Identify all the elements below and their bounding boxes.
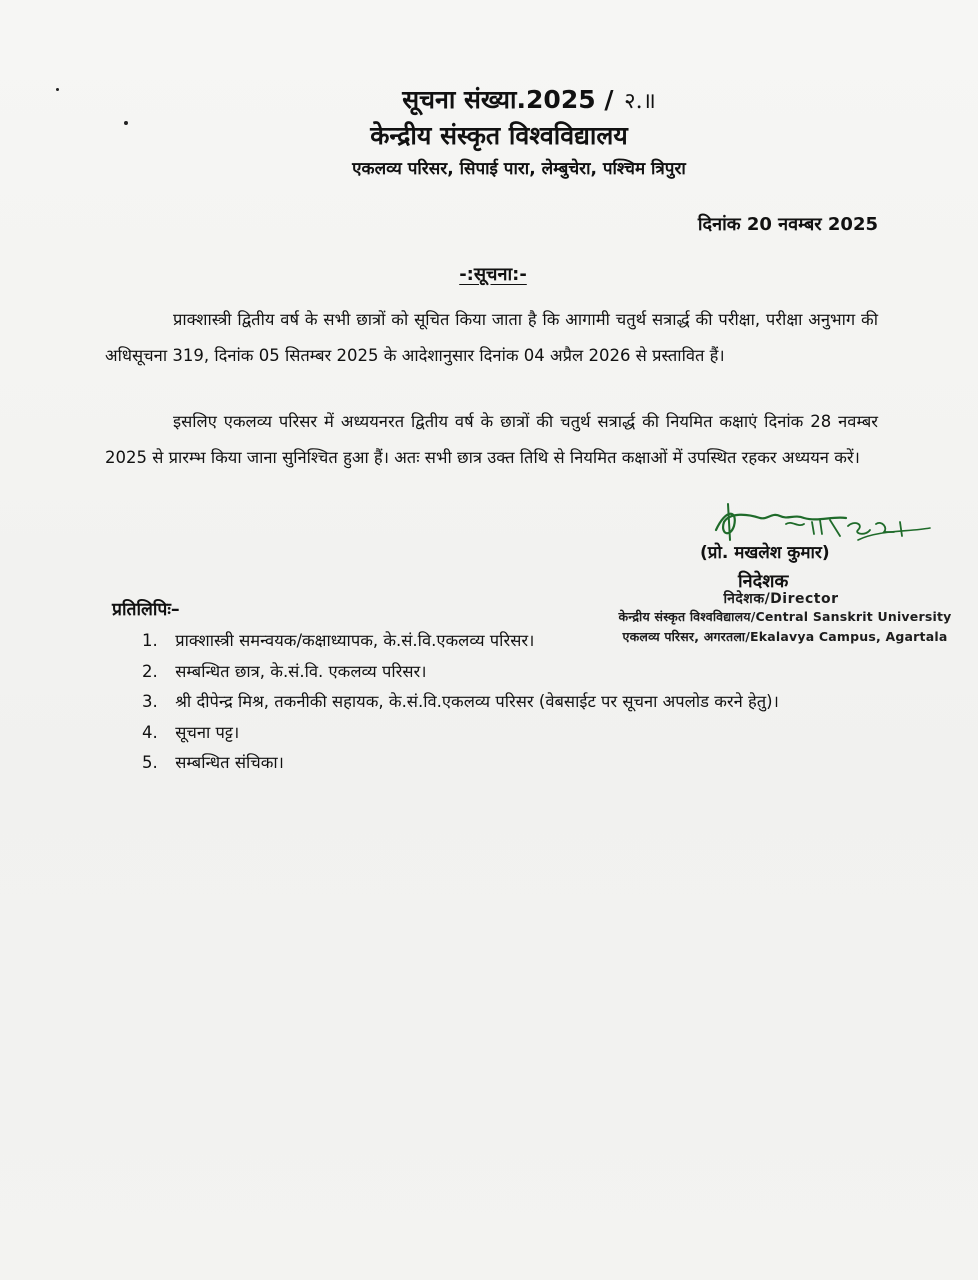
notice-number-handwritten: २.॥ bbox=[624, 89, 656, 114]
copy-to-list bbox=[142, 626, 779, 779]
copy-to-item-number: 5. bbox=[142, 753, 158, 772]
copy-to-item-number: 3. bbox=[142, 692, 158, 711]
copy-to-item-text: सम्बन्धित छात्र, के.सं.वि. एकलव्य परिसर। bbox=[175, 661, 427, 681]
stamp-campus: एकलव्य परिसर, अगरतला/Ekalavya Campus, Agartala bbox=[622, 629, 948, 644]
stamp-designation: निदेशक/Director bbox=[723, 591, 839, 607]
copy-to-item-text: श्री दीपेन्द्र मिश्र, तकनीकी सहायक, के.सं.वि.एकलव्य परिसर (वेबसाईट पर सूचना अपलोड करने हेतु)। bbox=[175, 692, 779, 711]
copy-to-item-text: सम्बन्धित संचिका। bbox=[175, 753, 284, 772]
copy-to-label: प्रतिलिपिः– bbox=[112, 600, 180, 620]
copy-to-item bbox=[142, 687, 779, 718]
copy-to-item bbox=[142, 718, 779, 749]
notice-heading-text: -:सूचना:- bbox=[459, 264, 527, 285]
notice-number bbox=[40, 82, 978, 116]
copy-to-item-number: 1. bbox=[142, 631, 158, 650]
signatory-name: (प्रो. मखलेश कुमार) bbox=[700, 543, 830, 563]
notice-paragraph-2: इसलिए एकलव्य परिसर में अध्ययनरत द्वितीय वर्ष के छात्रों की चतुर्थ सत्रार्द्ध की नियमित कक्षाएं दिनांक 28 नवम्बर 2025 से प्रारम्भ किया जाना सुनिश्चित हुआ हैं। अतः सभी छात्र उक्त तिथि से नियमित कक्षाओं में उपस्थित रहकर अध्ययन करें। bbox=[105, 412, 878, 467]
notice-paragraph-1: प्राक्शास्त्री द्वितीय वर्ष के सभी छात्रों को सूचित किया जाता है कि आगामी चतुर्थ सत्रार्द्ध की परीक्षा, परीक्षा अनुभाग की अधिसूचना 319, दिनांक 05 सितम्बर 2025 के आदेशानुसार दिनांक 04 अप्रैल 2026 से प्रस्तावित हैं। bbox=[105, 310, 878, 365]
notice-heading bbox=[0, 262, 978, 286]
notice-number-prefix: सूचना संख्या.2025 / bbox=[402, 85, 614, 114]
date-line: दिनांक 20 नवम्बर 2025 bbox=[697, 214, 878, 235]
university-name: केन्द्रीय संस्कृत विश्वविद्यालय bbox=[370, 121, 628, 150]
copy-to-item-text: सूचना पट्ट। bbox=[175, 722, 240, 742]
signatory-designation: निदेशक bbox=[738, 571, 789, 592]
campus-address: एकलव्य परिसर, सिपाई पारा, लेम्बुचेरा, पश्चिम त्रिपुरा bbox=[352, 159, 686, 179]
copy-to-item bbox=[142, 748, 779, 779]
copy-to-item bbox=[142, 657, 779, 688]
copy-to-item-number: 2. bbox=[142, 661, 158, 681]
copy-to-item-text: प्राक्शास्त्री समन्वयक/कक्षाध्यापक, के.सं.वि.एकलव्य परिसर। bbox=[175, 631, 535, 650]
stamp-university: केन्द्रीय संस्कृत विश्वविद्यालय/Central Sanskrit University bbox=[618, 609, 952, 624]
copy-to-item-number: 4. bbox=[142, 722, 158, 742]
copy-to-item bbox=[142, 626, 779, 657]
